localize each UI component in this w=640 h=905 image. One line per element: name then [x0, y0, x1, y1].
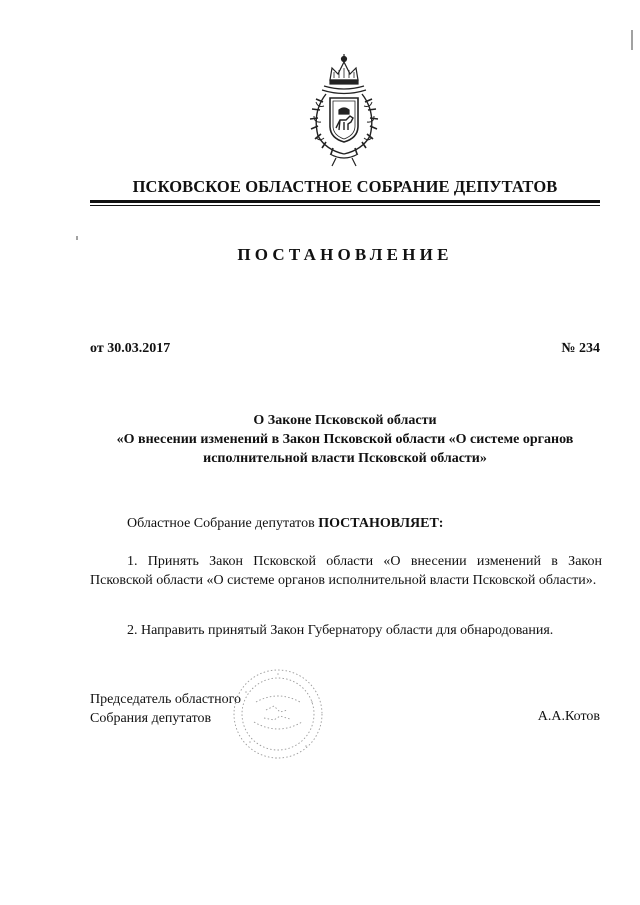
subject-line-2: «О внесении изменений в Закон Псковской области «О системе органов	[116, 432, 574, 447]
signatory-position	[90, 690, 241, 728]
signatory-name: А.А.Котов	[537, 709, 600, 724]
document-type-title: ПОСТАНОВЛЕНИЕ	[237, 245, 453, 264]
document-subject	[90, 411, 600, 468]
scan-speck	[76, 236, 78, 240]
header-rule-thick	[90, 200, 600, 203]
resolution-item-1: 1. Принять Закон Псковской области «О внесении изменений в Закон Псковской области «О системе органов исполнительной власти Псковской области».	[90, 554, 602, 588]
intro-resolves: ПОСТАНОВЛЯЕТ:	[318, 516, 444, 531]
subject-line-3: исполнительной власти Псковской области»	[203, 451, 487, 466]
document-date: от 30.03.2017	[90, 341, 171, 356]
resolution-intro	[90, 514, 602, 533]
organization-title: ПСКОВСКОЕ ОБЛАСТНОЕ СОБРАНИЕ ДЕПУТАТОВ	[132, 177, 558, 196]
scan-edge-mark	[631, 30, 633, 50]
signatory-position-line-1: Председатель областного	[90, 692, 242, 707]
coat-of-arms-icon	[296, 50, 392, 168]
signatory-position-line-2: Собрания депутатов	[90, 711, 212, 726]
resolution-item-2: 2. Направить принятый Закон Губернатору области для обнародования.	[127, 623, 554, 638]
header-rule-thin	[90, 205, 600, 206]
document-number: № 234	[561, 341, 600, 356]
subject-line-1: О Законе Псковской области	[253, 413, 437, 428]
intro-text: Областное Собрание депутатов	[127, 516, 319, 531]
